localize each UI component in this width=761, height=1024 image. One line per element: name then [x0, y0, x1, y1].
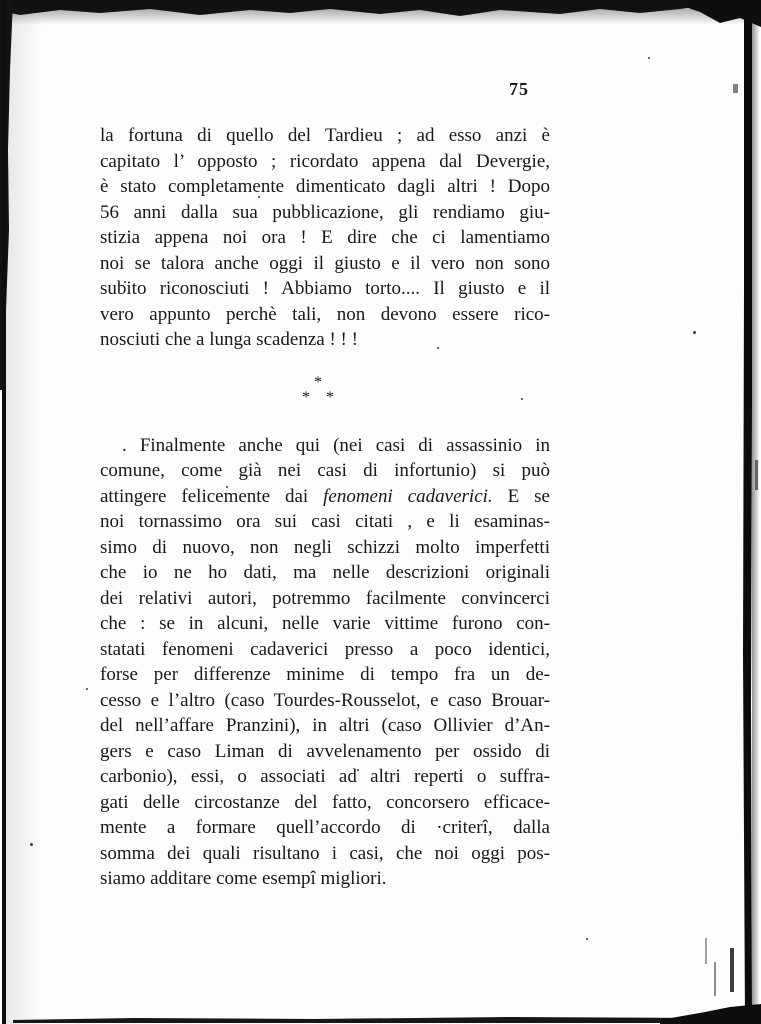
scan-speckle: [586, 938, 588, 940]
text-segment: attingere felicemente dai: [100, 485, 324, 507]
text-line: simo di nuovo, non negli schizzi molto imperfetti: [100, 536, 550, 558]
text-line: gers e caso Liman di avvelenamento per ossido di: [100, 740, 550, 762]
scan-mark: [733, 84, 738, 93]
text-line: gati delle circostanze del fatto, concorsero efficace-: [100, 791, 550, 813]
text-block: [100, 123, 550, 892]
text-line: capitato l’ opposto ; ricordato appena dal Devergie,: [100, 150, 550, 172]
text-line: noi tornassimo ora sui casi citati , e li esaminas-: [100, 511, 550, 532]
text-line: comune, come già nei casi di infortunio) si può: [100, 460, 550, 481]
text-line: [100, 484, 550, 510]
scan-edge-right: [743, 5, 752, 1021]
text-line: che : se in alcuni, nelle varie vittime furono con-: [100, 613, 550, 634]
text-line: noi se talora anche oggi il giusto e il vero non sono: [100, 252, 550, 274]
scan-edge-top-fuzz: [0, 9, 761, 25]
asterisk-icon: *: [314, 373, 322, 391]
text-line: dei relativi autori, potremmo facilmente convincerci: [100, 587, 550, 609]
text-line: 56 anni dalla sua pubblicazione, gli rendiamo giu-: [100, 201, 550, 223]
scan-edge-left: [2, 0, 6, 1024]
scan-streak: [714, 962, 716, 996]
text-line: nosciuti che a lunga scadenza ! ! !: [100, 329, 358, 350]
text-line: cesso e l’altro (caso Tourdes-Rousselot, e caso Brouar-: [100, 689, 550, 711]
paragraph-finalmente: [100, 433, 550, 892]
scan-speckle: [30, 843, 33, 846]
text-line: forse per differenze minime di tempo fra un de-: [100, 664, 550, 685]
scan-speckle: [693, 331, 696, 334]
text-line: stizia appena noi ora ! E dire che ci lamentiamo: [100, 227, 550, 248]
text-line: mente a formare quell’accordo di ·criterî, dalla: [100, 817, 550, 838]
text-line: vero appunto perchè tali, non devono essere rico-: [100, 303, 550, 325]
text-line: subito riconosciuti ! Abbiamo torto.... Il giusto e il: [100, 278, 550, 299]
text-line: è stato completamente dimenticato dagli altri ! Dopo: [100, 176, 550, 197]
text-line: la fortuna di quello del Tardieu ; ad esso anzi è: [100, 125, 550, 146]
scan-streak: [755, 460, 758, 490]
text-line: carbonio), essi, o associati ad altri reperti o suffra-: [100, 766, 550, 787]
scan-streak: [730, 948, 734, 992]
page-number: 75: [509, 79, 529, 99]
asterism-separator: [100, 353, 550, 433]
text-line: . Finalmente anche qui (nei casi di assassinio in: [122, 434, 550, 456]
text-line: somma dei quali risultano i casi, che noi oggi pos-: [100, 842, 550, 864]
asterisk-icon: *: [326, 388, 334, 406]
italic-phrase: fenomeni cadaverici.: [323, 485, 493, 507]
text-segment: E se: [492, 485, 550, 507]
scan-speckle: [648, 57, 650, 59]
text-line: statati fenomeni cadaverici presso a poco identici,: [100, 638, 550, 660]
paragraph-continuation: [100, 123, 550, 353]
text-line: che io ne ho dati, ma nelle descrizioni originali: [100, 562, 550, 583]
scan-corner-bottom-right: [660, 1004, 761, 1024]
scan-streak: [705, 938, 707, 964]
spine-shadow: [6, 0, 52, 1024]
text-line: siamo additare come esempî migliori.: [100, 868, 387, 889]
scan-edge-bottom: [13, 1017, 705, 1023]
scan-speckle: [86, 688, 88, 690]
asterisk-icon: *: [302, 388, 310, 406]
text-line: del nell’affare Pranzini), in altri (caso Ollivier d’An-: [100, 715, 550, 736]
scan-edge-right-fuzz: [752, 20, 759, 1010]
